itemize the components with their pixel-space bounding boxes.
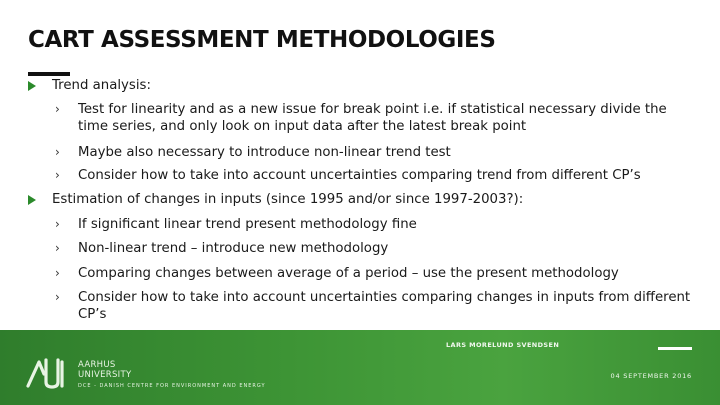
bullet-triangle-icon <box>28 195 36 205</box>
bullet-estimation-of-changes: Estimation of changes in inputs (since 1995 and/or since 1997-2003?): <box>52 192 524 207</box>
chevron-right-icon: › <box>55 168 60 182</box>
chevron-right-icon: › <box>55 241 60 255</box>
bullet-trend-analysis: Trend analysis: <box>52 78 151 93</box>
footer-rule <box>658 347 692 350</box>
chevron-right-icon: › <box>55 290 60 304</box>
author-name: LARS MORELUND SVENDSEN <box>446 341 560 349</box>
chevron-right-icon: › <box>55 217 60 231</box>
bullet-triangle-icon <box>28 81 36 91</box>
sub-bullet-uncertainties-inputs: Consider how to take into account uncertainties comparing changes in inputs from different CP’s <box>78 290 691 322</box>
chevron-right-icon: › <box>55 145 60 159</box>
sub-bullet-comparing-averages: Comparing changes between average of a period – use the present methodology <box>78 266 619 281</box>
slide-footer <box>0 330 720 405</box>
sub-bullet-uncertainties-trend: Consider how to take into account uncertainties comparing trend from different CP’s <box>78 168 641 183</box>
presentation-date: 04 SEPTEMBER 2016 <box>610 372 692 380</box>
sub-bullet-non-linear-new-methodology: Non-linear trend – introduce new methodology <box>78 241 389 256</box>
university-name: AARHUS UNIVERSITY <box>78 360 132 380</box>
sub-bullet-linearity-test: Test for linearity and as a new issue for break point i.e. if statistical necessary divide the time series, and only look on input data after the latest break point <box>78 102 667 134</box>
slide-title: CART ASSESSMENT METHODOLOGIES <box>28 27 496 53</box>
sub-bullet-non-linear-trend-test: Maybe also necessary to introduce non-linear trend test <box>78 145 451 160</box>
chevron-right-icon: › <box>55 266 60 280</box>
chevron-right-icon: › <box>55 102 60 116</box>
aarhus-university-logo-icon <box>24 354 68 390</box>
sub-bullet-linear-trend-fine: If significant linear trend present methodology fine <box>78 217 417 232</box>
department-name: DCE - DANISH CENTRE FOR ENVIRONMENT AND ENERGY <box>78 383 266 389</box>
